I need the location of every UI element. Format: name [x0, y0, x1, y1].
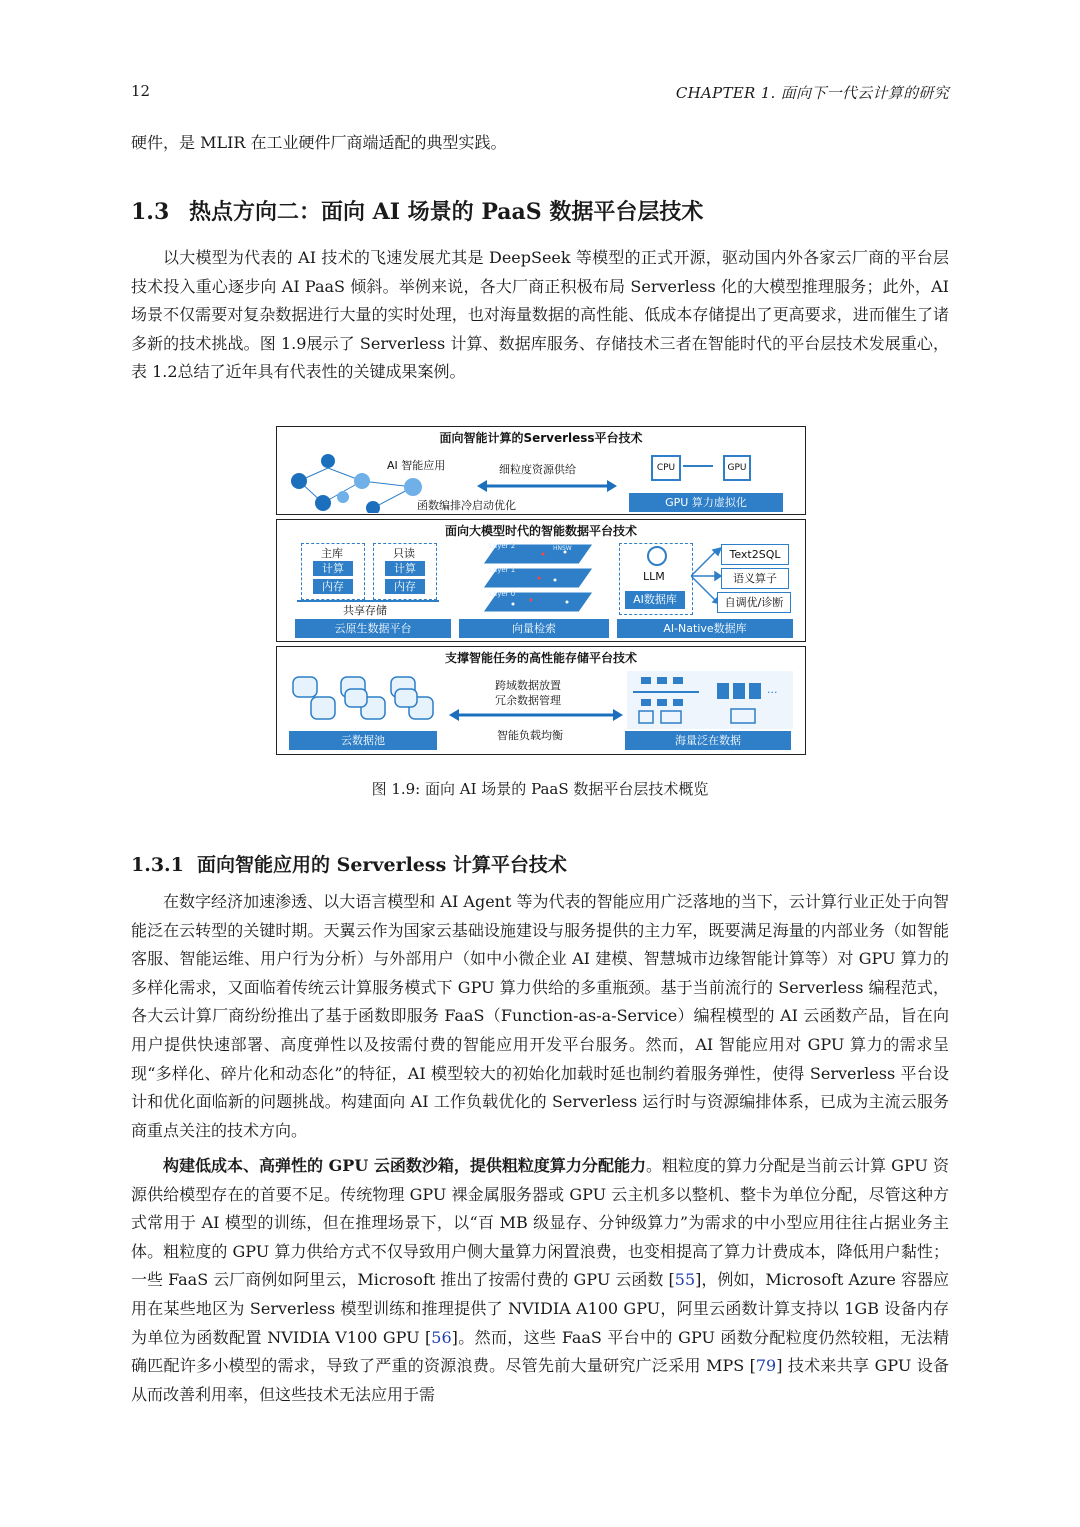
- network-devices-icon: [627, 671, 793, 729]
- panel-serverless: [276, 426, 806, 515]
- cloud-data-pool-bar: 云数据池: [289, 731, 437, 750]
- massive-data-icon-area: [627, 671, 793, 729]
- load-balance-label: 智能负载均衡: [497, 729, 563, 742]
- readonly-compute-cell: 计算: [385, 561, 425, 576]
- panel-storage-title: 支撑智能任务的高性能存储平台技术: [444, 651, 637, 665]
- paragraph-gpu-sandbox: [131, 1152, 949, 1409]
- subsection-paragraph: 在数字经济加速渗透、以大语言模型和 AI Agent 等为代表的智能应用广泛落地的当下，云计算行业正处于向智能泛在云转型的关键时期。天翼云作为国家云基础设施建设与服务提供的主力军，既要满足海量的内部业务（如智能客服、智能运维、用户行为分析）与外部用户（如中小微企业 AI 建模、智慧城市边缘智能计算等）对 GPU 算力的多样化需求，又面临着传统云计算服务模式下 GPU 算力供给的多重瓶颈。基于当前流行的 Serverless 编程范式，各大云计算厂商纷纷推出了基于函数即服务 FaaS（Function-as-a-Service）编程模型的 AI 云函数产品，旨在向用户提供快速部署、高度弹性以及按需付费的智能应用开发平台服务。然而，AI 智能应用对 GPU 算力的需求呈现“多样化、碎片化和动态化”的特征，AI 模型较大的初始化加载时延也制约着服务弹性，使得 Serverless 平台设计和优化面临新的问题挑战。构建面向 AI 工作负载优化的 Serverless 运行时与资源编排体系，已成为主流云服务商重点关注的技术方向。: [131, 892, 949, 1140]
- readonly-db-label: 只读: [393, 547, 415, 560]
- gpu-virtualization-bar: GPU 算力虚拟化: [629, 493, 783, 512]
- section-paragraph: 以大模型为代表的 AI 技术的飞速发展尤其是 DeepSeek 等模型的正式开源，驱动国内外各家云厂商的平台层技术投入重心逐步向 AI PaaS 倾斜。举例来说，各大厂商正积极布局 Serverless 化的大模型推理服务；此外，AI 场景不仅需要对复杂数据进行大量的实时处理，也对海量数据的高性能、低成本存储提出了更高要求，进而催生了诸多新的技术挑战。图 1.9展示了 Serverless 计算、数据库服务、存储技术三者在智能时代的平台层技术发展重心，表 1.2总结了近年具有代表性的关键成果案例。: [131, 248, 949, 382]
- main-compute-cell: 计算: [313, 561, 353, 576]
- subsection-heading: [131, 850, 567, 877]
- layer1-label: Layer 1: [489, 566, 516, 574]
- hnsw-layers-icon: [483, 542, 593, 617]
- text2sql-box: Text2SQL: [721, 544, 789, 565]
- main-db-label: 主库: [321, 547, 343, 560]
- panel-data-platform: [276, 519, 806, 642]
- shared-storage-label: 共享存储: [343, 604, 387, 617]
- cloud-native-bar: 云原生数据平台: [295, 619, 451, 638]
- fine-grained-label: 细粒度资源供给: [499, 463, 576, 476]
- figure-1-9: [276, 426, 806, 756]
- massive-data-bar: 海量泛在数据: [625, 731, 791, 750]
- ellipsis-label: ...: [767, 683, 778, 696]
- bold-lead: 构建低成本、高弹性的 GPU 云函数沙箱，提供粗粒度算力分配能力: [163, 1156, 646, 1175]
- double-arrow-icon: [477, 479, 617, 493]
- panel-data-platform-title: 面向大模型时代的智能数据平台技术: [444, 524, 637, 538]
- cold-start-label: 函数编排冷启动优化: [417, 499, 516, 512]
- panel-storage: [276, 646, 806, 755]
- cpu-chip-icon: CPU: [651, 455, 681, 481]
- readonly-memory-cell: 内存: [385, 579, 425, 594]
- section-title: 热点方向二：面向 AI 场景的 PaaS 数据平台层技术: [189, 199, 704, 225]
- gpu-chip-icon: GPU: [723, 455, 751, 481]
- ai-app-label: AI 智能应用: [387, 459, 446, 472]
- section-number: 1.3: [131, 199, 170, 225]
- ai-native-db-bar: AI-Native数据库: [617, 619, 793, 638]
- citation-link-55[interactable]: 55: [674, 1270, 696, 1290]
- vector-search-bar: 向量检索: [459, 619, 609, 638]
- subsection-number: 1.3.1: [131, 854, 184, 876]
- para-text-2: ]，例如，Microsoft Azure 容器应用在某些地区为 Serverless 模型训练和推理提供了 NVIDIA A100 GPU，阿里云函数计算支持以 1GB 设备内存为单位为函数配置 NVIDIA V100 GPU [: [131, 1270, 949, 1347]
- layer0-label: Layer 0: [489, 590, 516, 598]
- intro-line: 硬件，是 MLIR 在工业硬件厂商端适配的典型实践。: [131, 133, 507, 152]
- citation-link-56[interactable]: 56: [431, 1327, 452, 1347]
- para-text-4: ] 技术来共享 GPU 设备从而改善利用率，但这些技术无法应用于需: [131, 1356, 949, 1404]
- cloud-data-pool-icon: [291, 671, 441, 727]
- ai-app-network-icon: [283, 445, 423, 513]
- llm-chip-icon: [647, 546, 667, 566]
- cross-domain-label: 跨域数据放置: [495, 679, 561, 692]
- subsection-title: 面向智能应用的 Serverless 计算平台技术: [197, 854, 567, 876]
- cpu-gpu-link: [683, 465, 713, 467]
- hnsw-label: HNSW: [553, 545, 572, 552]
- semantic-operator-box: 语义算子: [721, 568, 789, 589]
- ai-db-cell: AI数据库: [625, 591, 685, 609]
- citation-link-79[interactable]: 79: [755, 1356, 777, 1376]
- page-number: 12: [131, 82, 151, 100]
- para-text-1: 。粗粒度的算力分配是当前云计算 GPU 资源供给模型存在的首要不足。传统物理 GPU 裸金属服务器或 GPU 云主机多以整机、整卡为单位分配，尽管这种方式常用于 AI 模型的训练，但在推理场景下，以“百 MB 级显存、分钟级算力”为需求的中小型应用往往占据业务主体。粗粒度的 GPU 算力供给方式不仅导致用户侧大量算力闲置浪费，也变相提高了算力计费成本，降低用户黏性；一些 FaaS 云厂商例如阿里云，Microsoft 推出了按需付费的 GPU 云函数 [: [131, 1156, 949, 1290]
- section-heading: [131, 195, 703, 226]
- storage-double-arrow-icon: [449, 708, 623, 722]
- self-tune-box: 自调优/诊断: [717, 592, 791, 613]
- main-memory-cell: 内存: [313, 579, 353, 594]
- redundant-label: 冗余数据管理: [495, 694, 561, 707]
- para-text-3: ]。然而，这些 FaaS 平台中的 GPU 函数分配粒度仍然较粗，无法精确匹配许多小模型的需求，导致了严重的资源浪费。尽管先前大量研究广泛采用 MPS [: [131, 1327, 949, 1376]
- layer2-label: Layer 2: [489, 542, 516, 550]
- figure-caption: 图 1.9: 面向 AI 场景的 PaaS 数据平台层技术概览: [371, 780, 709, 798]
- panel-serverless-title: 面向智能计算的Serverless平台技术: [439, 431, 643, 445]
- chapter-title: CHAPTER 1. 面向下一代云计算的研究: [675, 84, 949, 102]
- llm-label: LLM: [643, 570, 665, 583]
